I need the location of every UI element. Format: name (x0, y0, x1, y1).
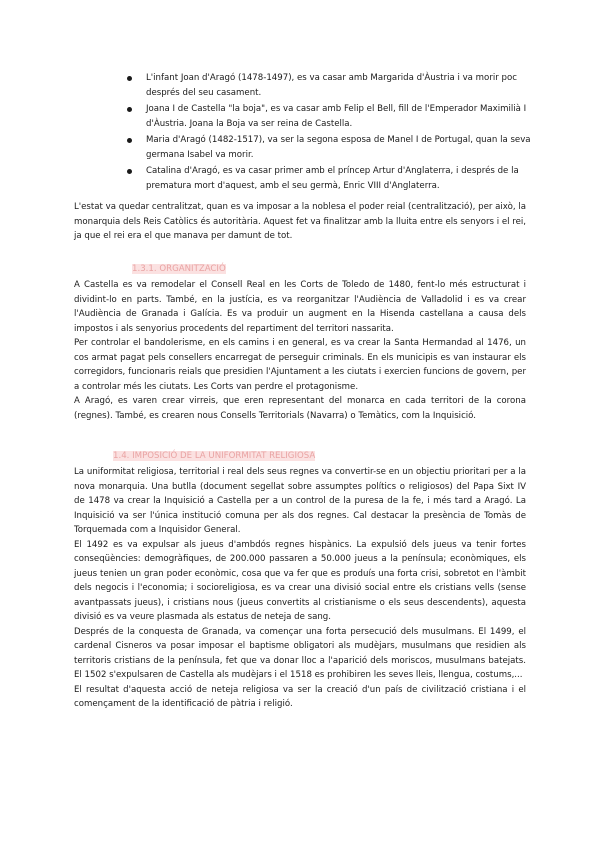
bullet-icon (127, 76, 132, 81)
section-heading-uniformitat (112, 450, 316, 463)
children-list (146, 71, 534, 195)
list-item-text: L'infant Joan d'Aragó (1478-1497), es va casar amb Margarida d'Àustria i va morir poc després del seu casament. (146, 73, 517, 98)
section-heading-organitzacio (131, 263, 227, 276)
heading-text: 1.3.1. ORGANITZACIÓ (132, 264, 226, 274)
paragraph: El 1492 es va expulsar als jueus d'ambdós regnes hispànics. La expulsió dels jueus va tenir fortes conseqüències: demogràfiques, de 200.000 passaren a 50.000 jueus a la península; econòmiques, els jueus tenien un gran poder econòmic, cosa que va fer que es produís una forta crisi, sobretot en l'àmbit dels negocis i l'economia; i socioreligiosa, es va crear una divisió social entre els cristians vells (sense avantpassats jueus), i cristians nous (jueus convertits al cristianisme o els seus descendents), aquesta divisió es va veure plasmada als estatus de neteja de sang. (74, 539, 526, 622)
heading-text: 1.4. IMPOSICIÓ DE LA UNIFORMITAT RELIGIOSA (113, 451, 316, 461)
bullet-icon (127, 169, 132, 174)
list-item-text: Maria d'Aragó (1482-1517), va ser la segona esposa de Manel I de Portugal, quan la seva germana Isabel va morir. (146, 135, 531, 160)
list-item (146, 133, 534, 163)
list-item-text: Catalina d'Aragó, es va casar primer amb el príncep Artur d'Anglaterra, i després de la prematura mort d'aquest, amb el seu germà, Enric VIII d'Anglaterra. (146, 166, 519, 191)
list-item-text: Joana I de Castella "la boja", es va casar amb Felip el Bell, fill de l'Emperador Maximilià I d'Àustria. Joana la Boja va ser reina de Castella. (146, 104, 527, 129)
paragraph: A Aragó, es varen crear virreis, que eren representant del monarca en cada territori de la corona (regnes). També, es crearen nous Consells Territorials (Navarra) o Temàtics, com la Inquisició. (74, 396, 526, 421)
list-item (146, 102, 534, 132)
list-item (146, 164, 534, 194)
paragraph: La uniformitat religiosa, territorial i real dels seus regnes va convertir-se en un objectiu prioritari per a la nova monarquia. Una butlla (document segellat sobre assumptes polítics o religiosos) del Papa Sixt IV de 1478 va crear la Inquisició a Castella per a un control de la puresa de la fe, i més tard a Aragó. La Inquisició va ser l'única institució comuna per als dos regnes. Cal destacar la presència de Tomàs de Torquemada com a Inquisidor General. (74, 467, 526, 535)
bullet-icon (127, 138, 132, 143)
paragraph: El resultat d'aquesta acció de neteja religiosa va ser la creació d'un país de civilització cristiana i el començament de la identificació de pàtria i religió. (74, 684, 526, 709)
section-body-organitzacio (74, 278, 526, 423)
section-body-uniformitat (74, 465, 526, 712)
paragraph: A Castella es va remodelar el Consell Real en les Corts de Toledo de 1480, fent-lo més estructurat i dividint-lo en parts. També, en la justícia, es va reorganitzar l'Audiència de Valladolid i es va crear l'Audiència de Granada i Galícia. Es va produir un augment en la Hisenda castellana a causa dels impostos i als senyorius procedents del repartiment del territori nassarita. (74, 280, 526, 334)
bullet-icon (127, 107, 132, 112)
paragraph: Per controlar el bandolerisme, en els camins i en general, es va crear la Santa Hermandad al 1476, un cos armat pagat pels consellers encarregat de perseguir criminals. En els municipis es van instaurar els corregidors, funcionaris reials que presidien l'Ajuntament a les ciutats i exercien funcions de govern, per a controlar més les ciutats. Les Corts van perdre el protagonisme. (74, 338, 526, 392)
paragraph: L'estat va quedar centralitzat, quan es va imposar a la noblesa el poder reial (centralització), per això, la monarquia dels Reis Catòlics és autoritària. Aquest fet va finalitzar amb la lluita entre els senyors i el rei, ja que el rei era el que manava per damunt de tot. (74, 202, 526, 241)
paragraph: Després de la conquesta de Granada, va començar una forta persecució dels musulmans. El 1499, el cardenal Cisneros va posar imposar el baptisme obligatori als mudèjars, musulmans que residien als territoris cristians de la península, fet que va donar lloc a l'aparició dels moriscos, musulmans batejats. El 1502 s'expulsaren de Castella als mudèjars i el 1518 es prohibiren les seves lleis, llengua, costums,... (74, 626, 526, 680)
list-item (146, 71, 534, 101)
intro-paragraph (74, 200, 526, 244)
